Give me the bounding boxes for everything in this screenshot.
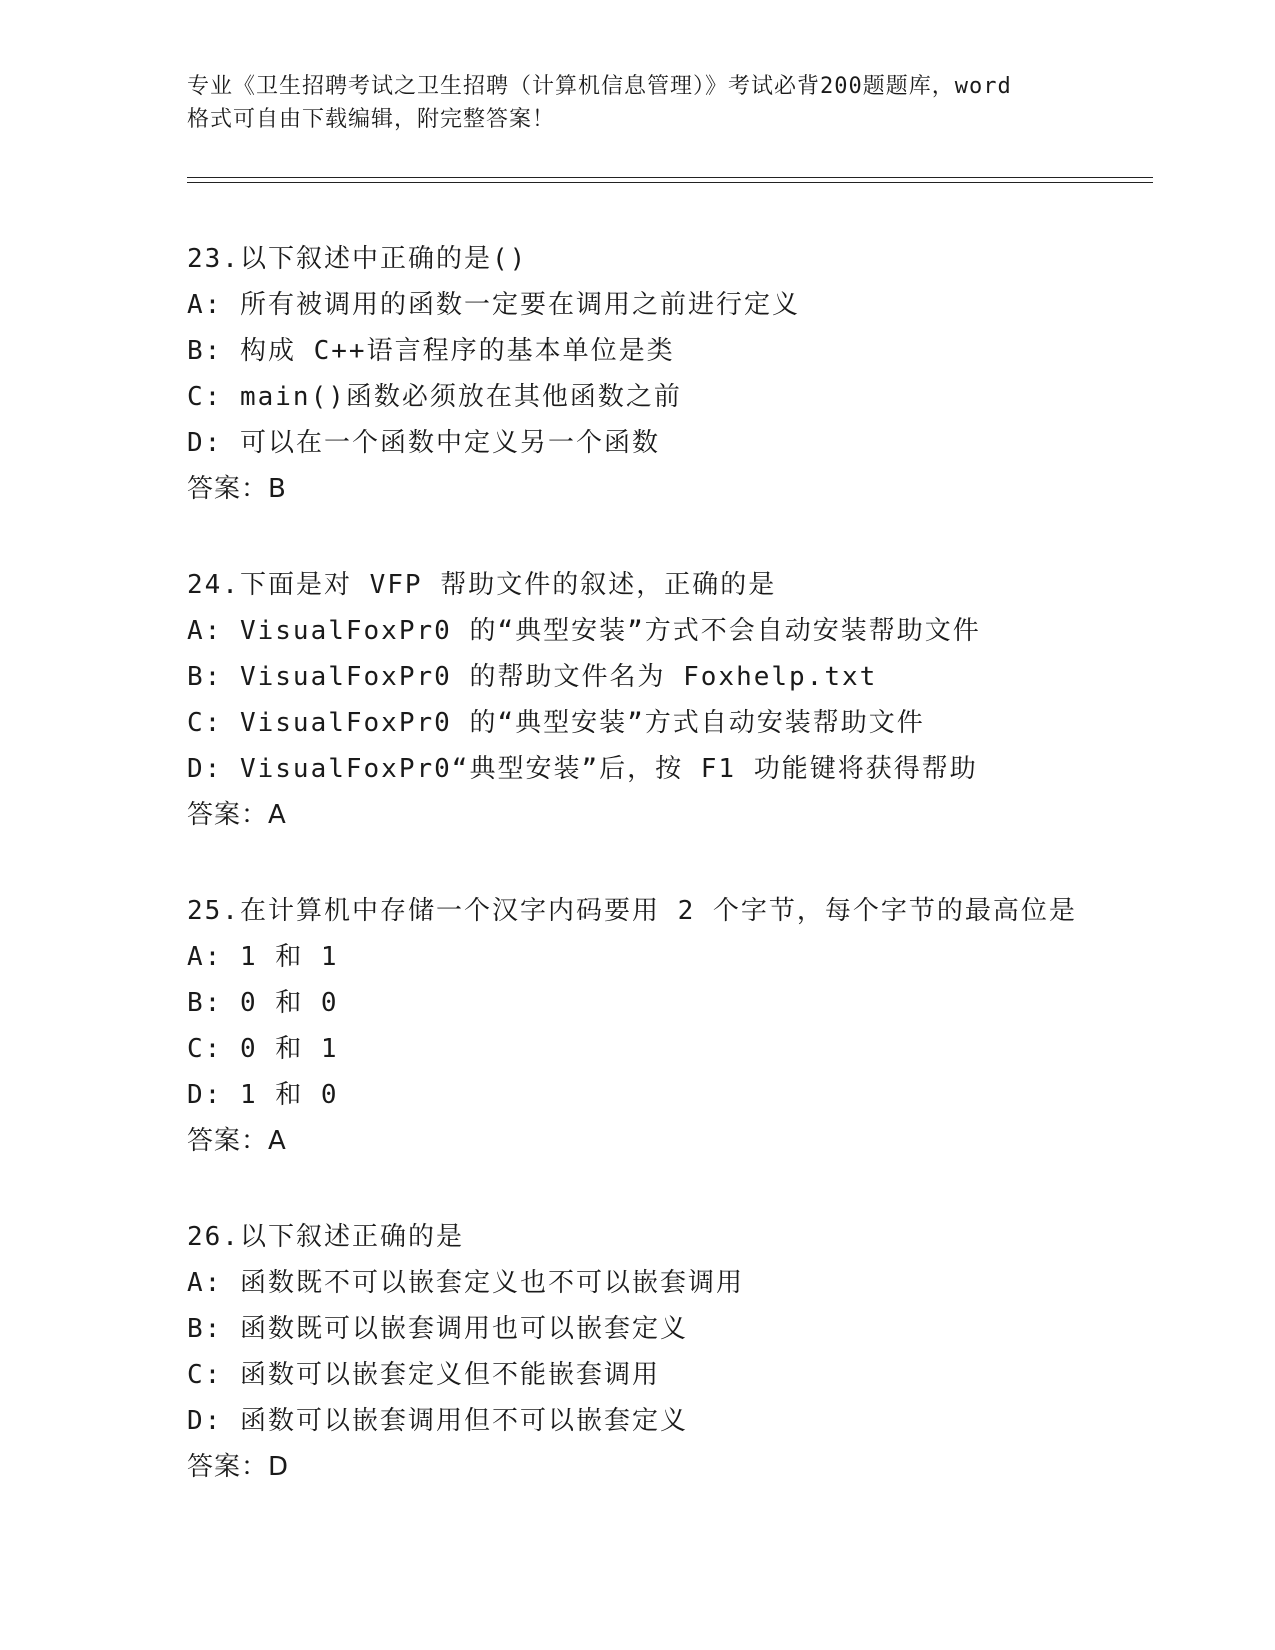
option-c: C: 0 和 1 bbox=[187, 1034, 339, 1064]
question-list bbox=[187, 236, 1187, 1540]
document-header bbox=[187, 70, 1087, 136]
option-c: C: main()函数必须放在其他函数之前 bbox=[187, 382, 682, 412]
option-b: B: 构成 C++语言程序的基本单位是类 bbox=[187, 336, 675, 366]
question-stem: 26.以下叙述正确的是 bbox=[187, 1222, 464, 1252]
answer-line: 答案：B bbox=[187, 474, 287, 504]
option-a: A: 1 和 1 bbox=[187, 942, 339, 972]
answer-line: 答案：A bbox=[187, 800, 287, 830]
question-25 bbox=[187, 888, 1187, 1164]
answer-line: 答案：A bbox=[187, 1126, 287, 1156]
question-24 bbox=[187, 562, 1187, 838]
option-b: B: VisualFoxPr0 的帮助文件名为 Foxhelp.txt bbox=[187, 662, 878, 692]
header-line-2: 格式可自由下载编辑，附完整答案！ bbox=[187, 107, 556, 132]
question-23 bbox=[187, 236, 1187, 512]
option-d: D: 1 和 0 bbox=[187, 1080, 339, 1110]
option-a: A: 所有被调用的函数一定要在调用之前进行定义 bbox=[187, 290, 800, 320]
option-c: C: 函数可以嵌套定义但不能嵌套调用 bbox=[187, 1360, 660, 1390]
header-line-1: 专业《卫生招聘考试之卫生招聘（计算机信息管理）》考试必背200题题库，word bbox=[187, 74, 1012, 99]
header-divider-top bbox=[187, 177, 1153, 178]
option-b: B: 函数既可以嵌套调用也可以嵌套定义 bbox=[187, 1314, 688, 1344]
option-d: D: 函数可以嵌套调用但不可以嵌套定义 bbox=[187, 1406, 688, 1436]
answer-line: 答案：D bbox=[187, 1452, 290, 1482]
header-divider-bottom bbox=[187, 182, 1153, 183]
question-stem: 24.下面是对 VFP 帮助文件的叙述，正确的是 bbox=[187, 570, 777, 600]
option-a: A: 函数既不可以嵌套定义也不可以嵌套调用 bbox=[187, 1268, 744, 1298]
question-26 bbox=[187, 1214, 1187, 1490]
option-d: D: 可以在一个函数中定义另一个函数 bbox=[187, 428, 660, 458]
option-c: C: VisualFoxPr0 的“典型安装”方式自动安装帮助文件 bbox=[187, 708, 925, 738]
question-stem: 25.在计算机中存储一个汉字内码要用 2 个字节，每个字节的最高位是 bbox=[187, 896, 1077, 926]
question-stem: 23.以下叙述中正确的是() bbox=[187, 244, 528, 274]
option-a: A: VisualFoxPr0 的“典型安装”方式不会自动安装帮助文件 bbox=[187, 616, 981, 646]
option-d: D: VisualFoxPr0“典型安装”后，按 F1 功能键将获得帮助 bbox=[187, 754, 978, 784]
option-b: B: 0 和 0 bbox=[187, 988, 339, 1018]
